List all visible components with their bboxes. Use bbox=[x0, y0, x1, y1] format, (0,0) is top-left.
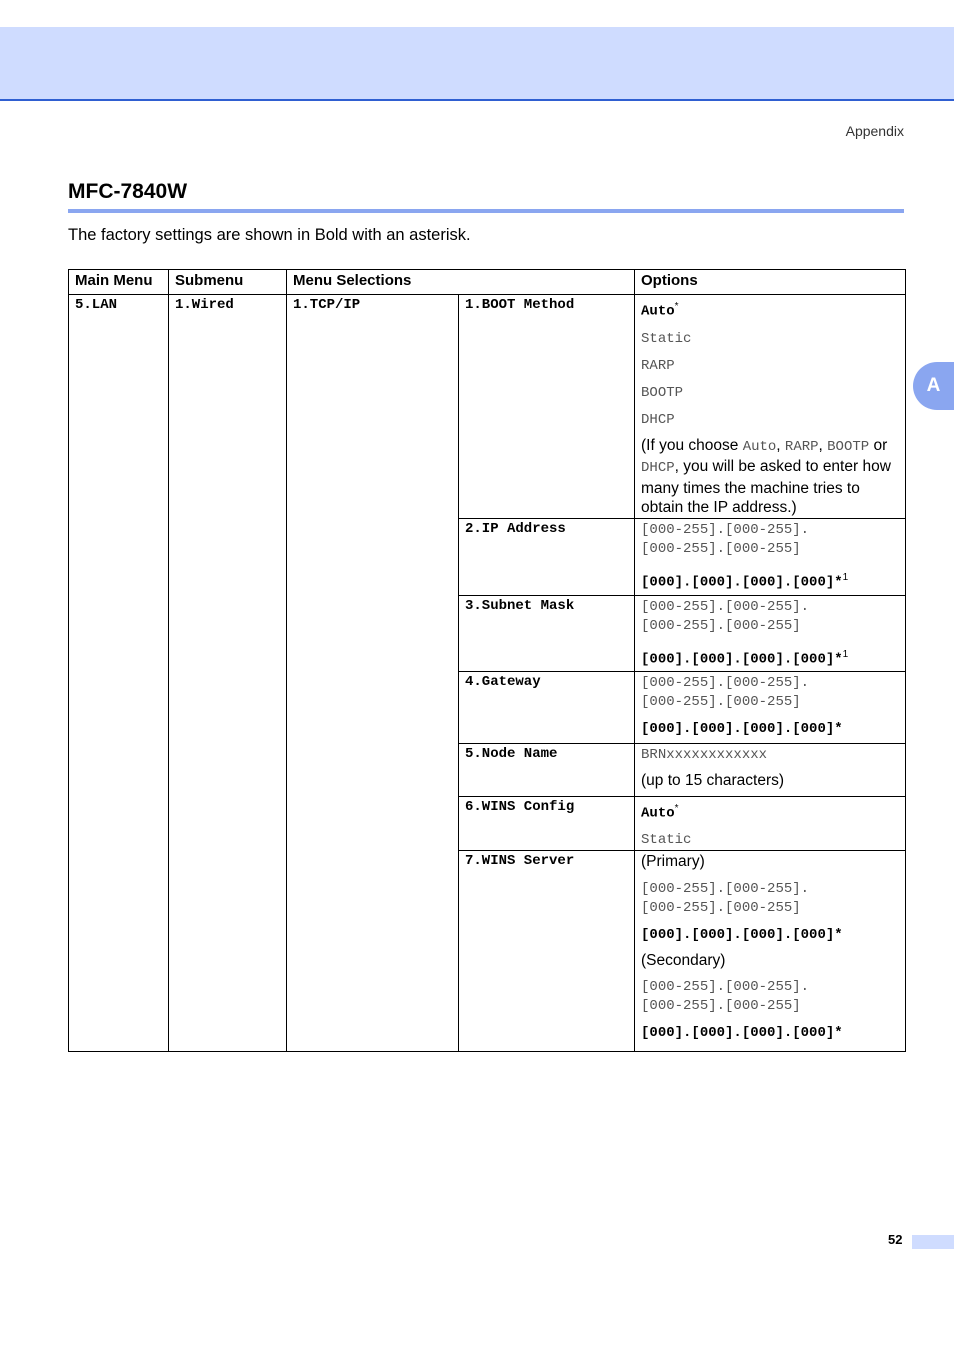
wins-server-options: (Primary) [000-255].[000-255]. [000-255].[000-255] [000].[000].[000].[000]* (Secondary) [000-255].[000-255]. [000-255].[000-255] [000].[000].[000].[000]* bbox=[635, 851, 906, 1052]
header-band bbox=[0, 27, 954, 101]
title-rule bbox=[68, 209, 904, 213]
ip-address-options: [000-255].[000-255]. [000-255].[000-255] [000].[000].[000].[000]*$^1$ bbox=[635, 518, 906, 595]
table-row bbox=[69, 295, 906, 519]
selection-cell: 1.TCP/IP bbox=[287, 295, 459, 1052]
appendix-tab-label: A bbox=[926, 375, 941, 396]
header-submenu: Submenu bbox=[169, 270, 287, 295]
intro-text: The factory settings are shown in Bold with an asterisk. bbox=[68, 226, 471, 244]
boot-method-options: Auto* Static RARP BOOTP DHCP (If you choose Auto, RARP, BOOTP or DHCP, you will be asked to enter how many times the machine tries to obtain the IP address.) bbox=[635, 295, 906, 519]
wins-config-options: Auto* Static bbox=[635, 796, 906, 851]
node-name-label: 5.Node Name bbox=[459, 743, 635, 796]
gateway-label: 4.Gateway bbox=[459, 671, 635, 743]
running-head: Appendix bbox=[845, 123, 904, 139]
page-number: 52 bbox=[888, 1232, 903, 1247]
subnet-mask-label: 3.Subnet Mask bbox=[459, 595, 635, 671]
section-title: MFC-7840W bbox=[68, 180, 188, 203]
header-main-menu: Main Menu bbox=[69, 270, 169, 295]
node-name-options: BRNxxxxxxxxxxxx (up to 15 characters) bbox=[635, 743, 906, 796]
boot-method-label: 1.BOOT Method bbox=[459, 295, 635, 519]
menu-table bbox=[68, 269, 906, 1052]
page-number-bar bbox=[912, 1235, 954, 1249]
boot-method-note: (If you choose Auto, RARP, BOOTP or DHCP, you will be asked to enter how many times the machine tries to obtain the IP address.) bbox=[641, 436, 891, 517]
subnet-mask-options: [000-255].[000-255]. [000-255].[000-255] [000].[000].[000].[000]*$^1$ bbox=[635, 595, 906, 671]
wins-server-label: 7.WINS Server bbox=[459, 851, 635, 1052]
ip-address-label: 2.IP Address bbox=[459, 518, 635, 595]
appendix-tab[interactable] bbox=[913, 362, 954, 410]
wins-config-label: 6.WINS Config bbox=[459, 796, 635, 851]
table-header-row bbox=[69, 270, 906, 295]
submenu-cell: 1.Wired bbox=[169, 295, 287, 1052]
main-menu-cell: 5.LAN bbox=[69, 295, 169, 1052]
header-options: Options bbox=[635, 270, 906, 295]
header-menu-selections: Menu Selections bbox=[287, 270, 635, 295]
gateway-options: [000-255].[000-255]. [000-255].[000-255] [000].[000].[000].[000]* bbox=[635, 671, 906, 743]
